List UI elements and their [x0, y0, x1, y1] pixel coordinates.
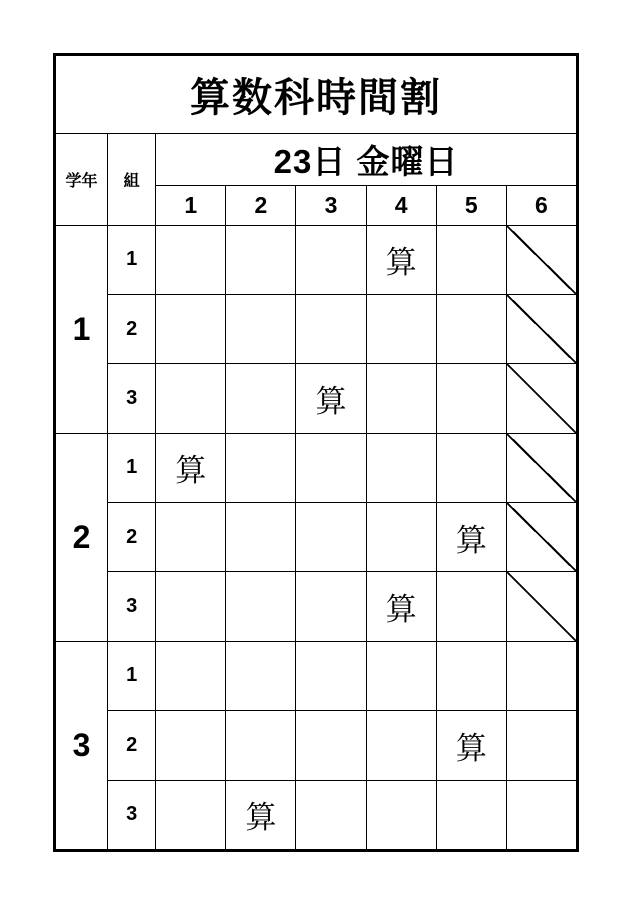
slot-3-3-p5: [436, 780, 506, 849]
slot-1-1-p2: [226, 225, 296, 294]
class-label-3-3: 3: [108, 780, 156, 849]
page-title: 算数科時間割: [56, 56, 577, 134]
table-row: [56, 225, 577, 294]
slot-1-3-p4: [366, 364, 436, 433]
grade-label-3: 3: [56, 641, 108, 849]
slot-1-1-p6-unavailable: [506, 225, 576, 294]
slot-1-2-p3: [296, 295, 366, 364]
slot-3-1-p2: [226, 641, 296, 710]
period-header-5: 5: [436, 186, 506, 225]
period-header-2: 2: [226, 186, 296, 225]
grade-label-2: 2: [56, 433, 108, 641]
slot-2-3-p5: [436, 572, 506, 641]
header-class-label: 組: [108, 133, 156, 225]
slot-3-1-p4: [366, 641, 436, 710]
slot-2-3-p3: [296, 572, 366, 641]
grade-label-1: 1: [56, 225, 108, 433]
slot-1-1-p3: [296, 225, 366, 294]
table-row: [56, 711, 577, 780]
table-row: [56, 641, 577, 710]
table-row: [56, 503, 577, 572]
slot-3-1-p3: [296, 641, 366, 710]
class-label-1-2: 2: [108, 295, 156, 364]
class-label-2-2: 2: [108, 503, 156, 572]
slot-1-3-p1: [156, 364, 226, 433]
slot-3-1-p1: [156, 641, 226, 710]
slot-1-1-p5: [436, 225, 506, 294]
slot-3-2-p3: [296, 711, 366, 780]
table-row: [56, 572, 577, 641]
table-row: [56, 364, 577, 433]
slot-3-1-p6: [506, 641, 576, 710]
slot-1-2-p6-unavailable: [506, 295, 576, 364]
slot-2-2-p3: [296, 503, 366, 572]
slot-2-3-p4: 算: [366, 572, 436, 641]
class-label-3-2: 2: [108, 711, 156, 780]
slot-3-1-p5: [436, 641, 506, 710]
slot-3-3-p3: [296, 780, 366, 849]
slot-3-3-p6: [506, 780, 576, 849]
slot-3-2-p6: [506, 711, 576, 780]
slot-1-2-p2: [226, 295, 296, 364]
slot-1-1-p4: 算: [366, 225, 436, 294]
class-label-1-1: 1: [108, 225, 156, 294]
timetable-sheet: [55, 55, 577, 850]
date-header: 23日 金曜日: [156, 133, 577, 185]
slot-1-3-p2: [226, 364, 296, 433]
slot-2-2-p1: [156, 503, 226, 572]
slot-1-3-p3: 算: [296, 364, 366, 433]
slot-2-1-p1: 算: [156, 433, 226, 502]
period-header-4: 4: [366, 186, 436, 225]
table-row: [56, 780, 577, 849]
slot-2-1-p5: [436, 433, 506, 502]
period-header-3: 3: [296, 186, 366, 225]
class-label-2-3: 3: [108, 572, 156, 641]
slot-2-1-p4: [366, 433, 436, 502]
header-grade-label: 学年: [56, 133, 108, 225]
slot-3-2-p1: [156, 711, 226, 780]
slot-2-3-p6-unavailable: [506, 572, 576, 641]
table-row: [56, 295, 577, 364]
slot-1-3-p6-unavailable: [506, 364, 576, 433]
slot-3-3-p2: 算: [226, 780, 296, 849]
slot-1-2-p4: [366, 295, 436, 364]
slot-2-3-p2: [226, 572, 296, 641]
timetable-table: [55, 55, 577, 850]
slot-3-3-p4: [366, 780, 436, 849]
slot-2-2-p4: [366, 503, 436, 572]
period-header-1: 1: [156, 186, 226, 225]
slot-2-1-p3: [296, 433, 366, 502]
slot-2-1-p6-unavailable: [506, 433, 576, 502]
slot-3-2-p5: 算: [436, 711, 506, 780]
slot-2-2-p5: 算: [436, 503, 506, 572]
slot-2-3-p1: [156, 572, 226, 641]
class-label-1-3: 3: [108, 364, 156, 433]
slot-1-3-p5: [436, 364, 506, 433]
slot-1-1-p1: [156, 225, 226, 294]
slot-3-2-p4: [366, 711, 436, 780]
class-label-3-1: 1: [108, 641, 156, 710]
slot-1-2-p1: [156, 295, 226, 364]
slot-3-2-p2: [226, 711, 296, 780]
class-label-2-1: 1: [108, 433, 156, 502]
slot-2-2-p6-unavailable: [506, 503, 576, 572]
table-row: [56, 433, 577, 502]
slot-3-3-p1: [156, 780, 226, 849]
slot-2-2-p2: [226, 503, 296, 572]
slot-1-2-p5: [436, 295, 506, 364]
slot-2-1-p2: [226, 433, 296, 502]
period-header-6: 6: [506, 186, 576, 225]
